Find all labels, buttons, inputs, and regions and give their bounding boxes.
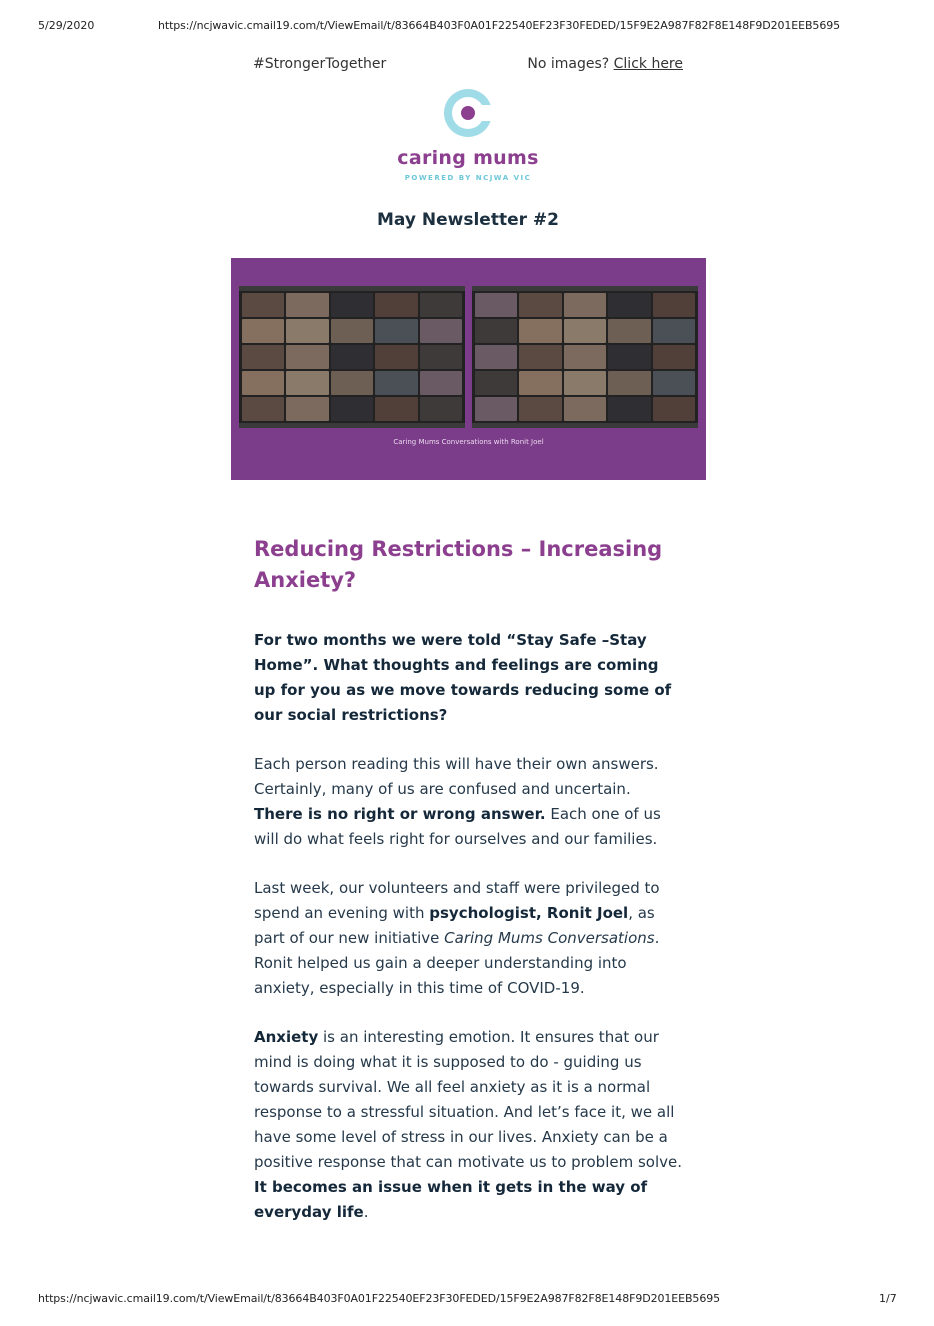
text-span: Each one of us will do what feels right for ourselves and our families. [254, 805, 661, 848]
video-tile [653, 319, 695, 343]
zoom-screenshot-left [239, 286, 465, 428]
paragraph-answers [254, 752, 684, 852]
video-tile [608, 371, 650, 395]
zoom-top-bar [472, 286, 698, 291]
video-tile [331, 319, 373, 343]
video-tile [331, 397, 373, 421]
video-tile [242, 371, 284, 395]
brand-name: caring mums [397, 147, 539, 169]
bold-span: There is no right or wrong answer. [254, 805, 546, 823]
banner-caption: Caring Mums Conversations with Ronit Joel [393, 438, 544, 446]
hashtag-text: #StrongerTogether [253, 56, 387, 72]
paragraph-ronit [254, 876, 684, 1001]
video-tile [242, 319, 284, 343]
video-tile [420, 345, 462, 369]
caring-mums-logo-icon [441, 86, 495, 140]
article-lead: For two months we were told “Stay Safe –Stay Home”. What thoughts and feelings are coming up for you as we move towards reducing some of our social restrictions? [254, 631, 672, 724]
video-tile [564, 397, 606, 421]
video-tile [375, 397, 417, 421]
video-tile [375, 319, 417, 343]
video-tile [475, 319, 517, 343]
video-tile [653, 293, 695, 317]
bold-span: Anxiety [254, 1028, 319, 1046]
article [254, 534, 684, 1249]
video-tile [608, 319, 650, 343]
text-span: Last week, our volunteers and staff were privileged to spend an evening with [254, 879, 660, 922]
video-tile [519, 397, 561, 421]
video-tile [375, 345, 417, 369]
italic-span: Caring Mums Conversations [444, 929, 655, 947]
video-tile [242, 293, 284, 317]
video-tile [608, 293, 650, 317]
print-date: 5/29/2020 [38, 19, 95, 32]
print-header-url: https://ncjwavic.cmail19.com/t/ViewEmail/t/83664B403F0A01F22540EF23F30FEDED/15F9E2A987F82F8E148F9D201EEB5695 [158, 19, 841, 32]
video-tile [375, 293, 417, 317]
article-title: Reducing Restrictions – Increasing Anxiety? [254, 537, 663, 592]
video-tile [420, 293, 462, 317]
video-tile [242, 397, 284, 421]
video-tile [564, 319, 606, 343]
video-tile [286, 397, 328, 421]
video-tile [653, 397, 695, 421]
video-tile [475, 345, 517, 369]
video-tile [475, 371, 517, 395]
video-tile [475, 397, 517, 421]
video-tile [519, 319, 561, 343]
video-tile [608, 345, 650, 369]
video-tile [564, 293, 606, 317]
video-grid-left [242, 293, 462, 421]
zoom-top-bar [239, 286, 465, 291]
paragraph-anxiety [254, 1025, 684, 1225]
click-here-link[interactable]: Click here [613, 56, 683, 72]
video-tile [420, 397, 462, 421]
video-tile [286, 371, 328, 395]
video-tile [420, 319, 462, 343]
video-tile [420, 371, 462, 395]
text-span: . [363, 1203, 369, 1221]
video-tile [519, 345, 561, 369]
video-tile [286, 345, 328, 369]
newsletter-title: May Newsletter #2 [377, 210, 559, 230]
video-tile [331, 293, 373, 317]
video-tile [608, 397, 650, 421]
video-tile [331, 371, 373, 395]
email-top-bar [253, 56, 683, 76]
bold-span: It becomes an issue when it gets in the way of everyday life [254, 1178, 648, 1221]
zoom-bottom-bar [472, 423, 698, 428]
print-footer-url: https://ncjwavic.cmail19.com/t/ViewEmail/t/83664B403F0A01F22540EF23F30FEDED/15F9E2A987F82F8E148F9D201EEB5695 [38, 1292, 721, 1305]
text-span: is an interesting emotion. It ensures that our mind is doing what it is supposed to do - guiding us towards survival. We all feel anxiety as it is a normal response to a stressful situation. And let’s face it, we all have some level of stress in our lives. Anxiety can be a positive response that can motivate us to problem solve. [254, 1028, 683, 1171]
video-grid-right [475, 293, 695, 421]
no-images-notice [527, 56, 683, 72]
video-tile [242, 345, 284, 369]
zoom-screenshot-right [472, 286, 698, 428]
brand-tagline: POWERED BY NCJWA VIC [404, 174, 532, 182]
video-tile [375, 371, 417, 395]
video-tile [286, 319, 328, 343]
no-images-label: No images? [527, 56, 610, 72]
zoom-bottom-bar [239, 423, 465, 428]
page-number: 1/7 [879, 1292, 897, 1305]
text-span: Each person reading this will have their own answers. Certainly, many of us are confused and uncertain. [254, 755, 659, 798]
text-span: , as part of our new initiative [254, 904, 655, 947]
video-tile [331, 345, 373, 369]
zoom-meeting-banner [231, 258, 706, 480]
video-tile [519, 371, 561, 395]
video-tile [653, 371, 695, 395]
video-tile [519, 293, 561, 317]
text-span: . Ronit helped us gain a deeper understanding into anxiety, especially in this time of COVID-19. [254, 929, 660, 997]
bold-span: psychologist, Ronit Joel [429, 904, 629, 922]
video-tile [286, 293, 328, 317]
video-tile [564, 345, 606, 369]
video-tile [653, 345, 695, 369]
video-tile [475, 293, 517, 317]
video-tile [564, 371, 606, 395]
